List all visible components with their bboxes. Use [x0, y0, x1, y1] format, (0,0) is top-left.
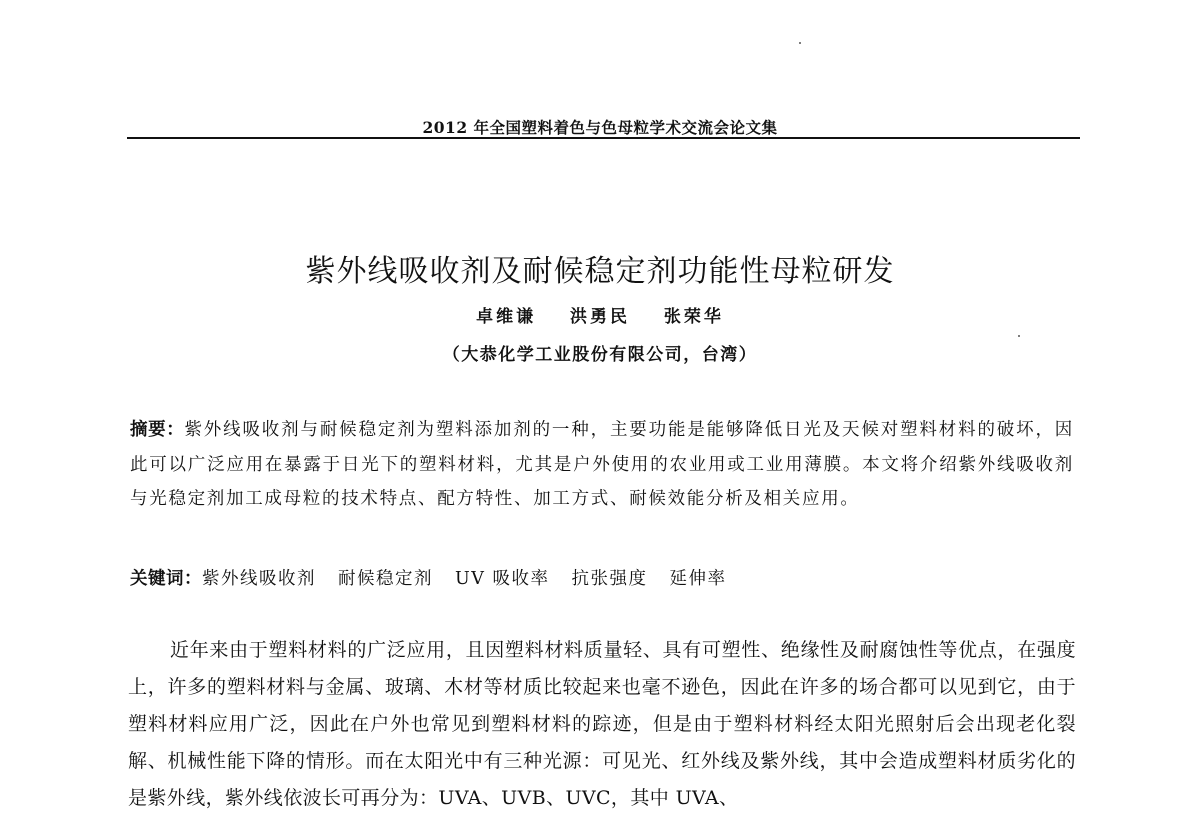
- scan-speck: [799, 42, 801, 44]
- body-paragraph: 近年来由于塑料材料的广泛应用，且因塑料材料质量轻、具有可塑性、绝缘性及耐腐蚀性等优点，在强度上，许多的塑料材料与金属、玻璃、木材等材质比较起来也毫不逊色，因此在许多的场合都可以见到它，由于塑料材料应用广泛，因此在户外也常见到塑料材料的踪迹，但是由于塑料材料经太阳光照射后会出现老化裂解、机械性能下降的情形。而在太阳光中有三种光源：可见光、红外线及紫外线，其中会造成塑料材质劣化的是紫外线，紫外线依波长可再分为：UVA、UVB、UVC，其中 UVA、: [128, 639, 1076, 809]
- scan-speck: [1018, 335, 1020, 337]
- keyword: 抗张强度: [571, 569, 648, 589]
- author-affiliation: （大恭化学工业股份有限公司，台湾）: [442, 345, 758, 365]
- author-name: 卓维谦: [476, 307, 537, 327]
- author-name: 张荣华: [663, 307, 724, 327]
- keyword: UV 吸收率: [455, 569, 550, 589]
- keyword: 耐候稳定剂: [338, 569, 433, 589]
- keywords-label: 关键词：: [130, 569, 202, 589]
- author-list: [0, 302, 1200, 327]
- abstract: [130, 413, 1074, 517]
- author-name: 洪勇民: [570, 307, 630, 327]
- keyword: 紫外线吸收剂: [202, 569, 316, 589]
- keyword: 延伸率: [669, 569, 727, 589]
- paper-title: 紫外线吸收剂及耐候稳定剂功能性母粒研发: [305, 254, 895, 289]
- running-header: 2012 年全国塑料着色与色母粒学术交流会论文集: [422, 118, 778, 137]
- keywords: [130, 564, 1074, 594]
- header-rule: [127, 137, 1080, 139]
- abstract-text: 紫外线吸收剂与耐候稳定剂为塑料添加剂的一种，主要功能是能够降低日光及天候对塑料材料的破坏，因此可以广泛应用在暴露于日光下的塑料材料，尤其是户外使用的农业用或工业用薄膜。本文将介绍紫外线吸收剂与光稳定剂加工成母粒的技术特点、配方特性、加工方式、耐候效能分析及相关应用。: [130, 420, 1075, 509]
- abstract-label: 摘要：: [130, 420, 185, 440]
